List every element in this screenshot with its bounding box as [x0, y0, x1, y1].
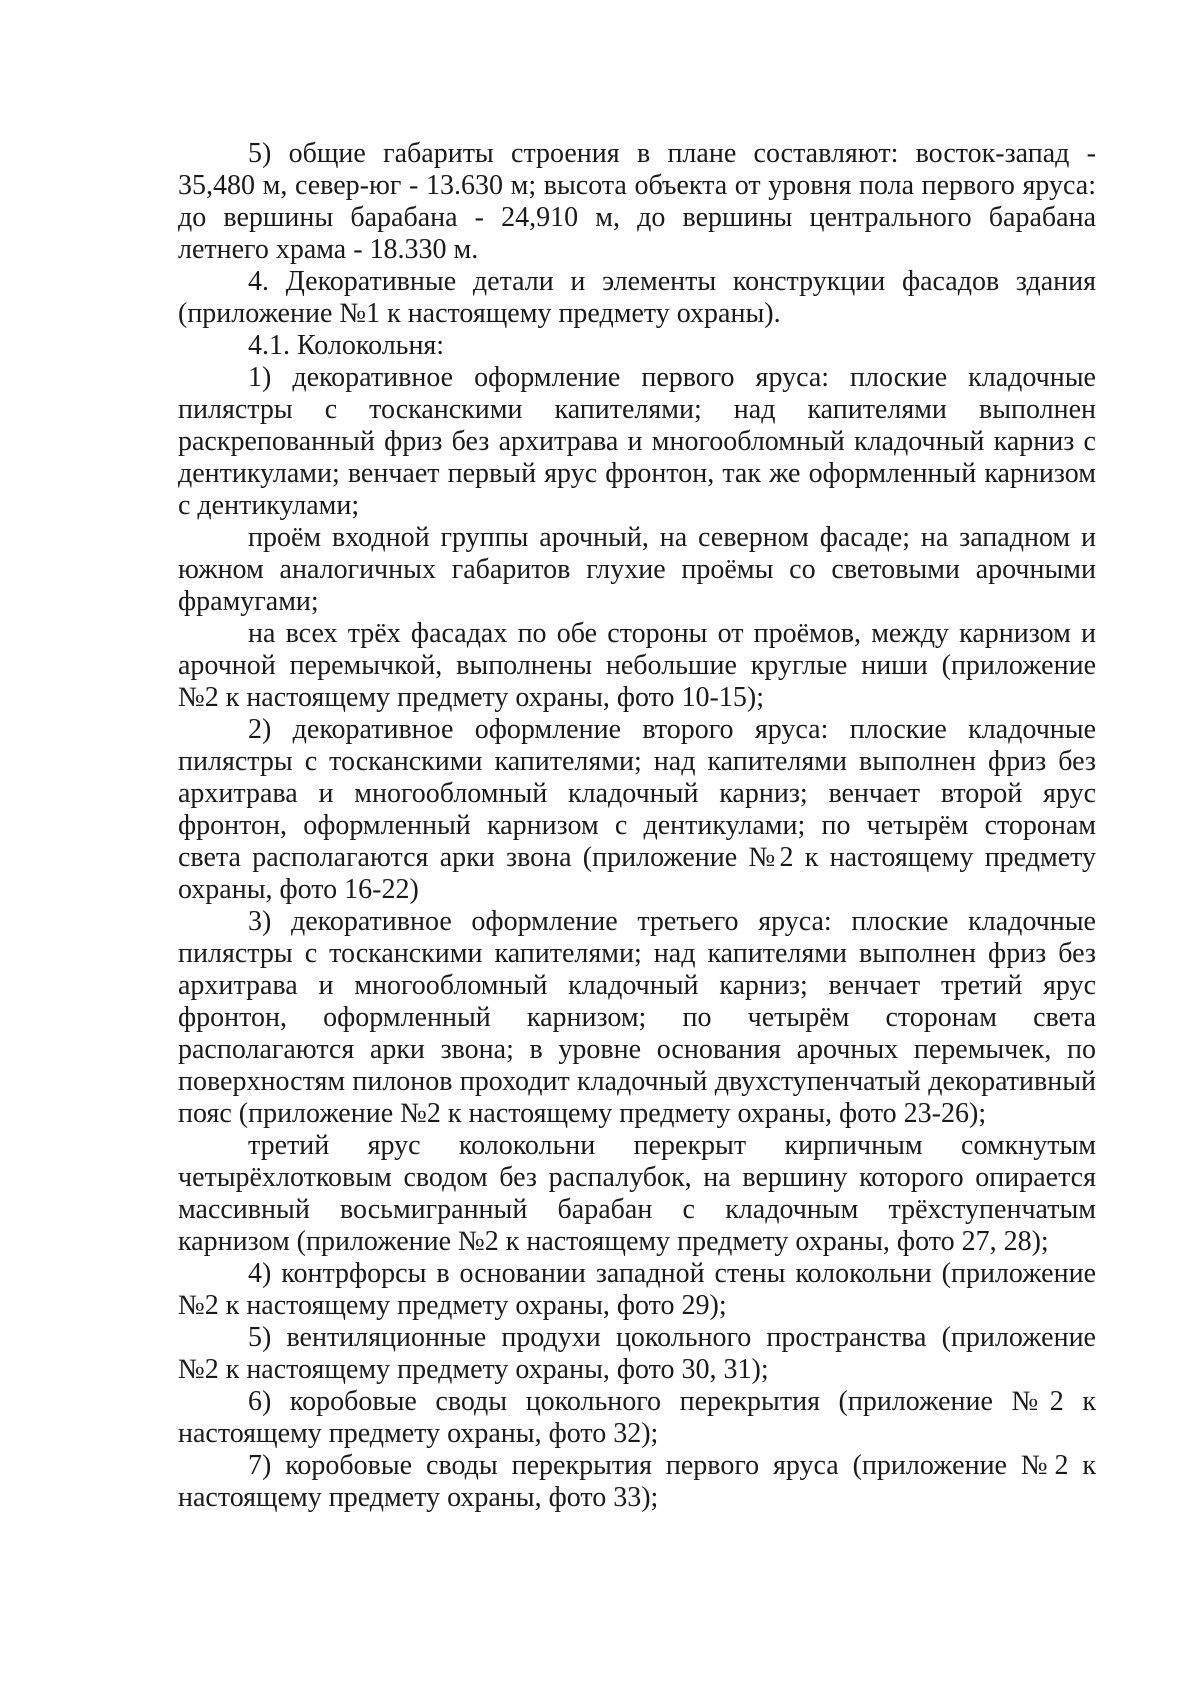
paragraph-basement-vaults: 6) коробовые своды цокольного перекрытия (приложение №2 к настоящему предмету охраны, фото 32);	[178, 1386, 1096, 1449]
paragraph-dimensions: 5) общие габариты строения в плане составляют: восток-запад - 35,480 м, север-юг - 13.630 м; высота объекта от уровня пола первого яруса: до вершины барабана - 24,910 м, до вершины центрального барабана летнего храма - 18.330 м.	[178, 138, 1096, 265]
paragraph-section-4: 4. Декоративные детали и элементы конструкции фасадов здания (приложение №1 к настоящему предмету охраны).	[178, 266, 1096, 329]
paragraph-first-tier-vaults: 7) коробовые своды перекрытия первого яруса (приложение №2 к настоящему предмету охраны, фото 33);	[178, 1450, 1096, 1513]
paragraph-third-tier-vault: третий ярус колокольни перекрыт кирпичным сомкнутым четырёхлотковым сводом без распалубок, на вершину которого опирается массивный восьмигранный барабан с кладочным трёхступенчатым карнизом (приложение №2 к настоящему предмету охраны, фото 27, 28);	[178, 1130, 1096, 1257]
paragraph-entrance: проём входной группы арочный, на северном фасаде; на западном и южном аналогичных габаритов глухие проёмы со световыми арочными фрамугами;	[178, 522, 1096, 617]
paragraph-second-tier: 2) декоративное оформление второго яруса: плоские кладочные пилястры с тосканскими капителями; над капителями выполнен фриз без архитрава и многообломный кладочный карниз; венчает второй ярус фронтон, оформленный карнизом с дентикулами; по четырём сторонам света располагаются арки звона (приложение №2 к настоящему предмету охраны, фото 16-22)	[178, 714, 1096, 905]
paragraph-first-tier: 1) декоративное оформление первого яруса: плоские кладочные пилястры с тосканскими капителями; над капителями выполнен раскрепованный фриз без архитрава и многообломный кладочный карниз с дентикулами; венчает первый ярус фронтон, так же оформленный карнизом с дентикулами;	[178, 362, 1096, 521]
paragraph-vents: 5) вентиляционные продухи цокольного пространства (приложение №2 к настоящему предмету охраны, фото 30, 31);	[178, 1322, 1096, 1385]
paragraph-section-4-1: 4.1. Колокольня:	[248, 330, 445, 361]
document-body	[178, 138, 1096, 1514]
paragraph-niches: на всех трёх фасадах по обе стороны от проёмов, между карнизом и арочной перемычкой, выполнены небольшие круглые ниши (приложение №2 к настоящему предмету охраны, фото 10-15);	[178, 618, 1096, 713]
paragraph-buttresses: 4) контрфорсы в основании западной стены колокольни (приложение №2 к настоящему предмету охраны, фото 29);	[178, 1258, 1096, 1321]
paragraph-third-tier: 3) декоративное оформление третьего яруса: плоские кладочные пилястры с тосканскими капителями; над капителями выполнен фриз без архитрава и многообломный кладочный карниз; венчает третий ярус фронтон, оформленный карнизом; по четырём сторонам света располагаются арки звона; в уровне основания арочных перемычек, по поверхностям пилонов проходит кладочный двухступенчатый декоративный пояс (приложение №2 к настоящему предмету охраны, фото 23-26);	[178, 906, 1096, 1129]
